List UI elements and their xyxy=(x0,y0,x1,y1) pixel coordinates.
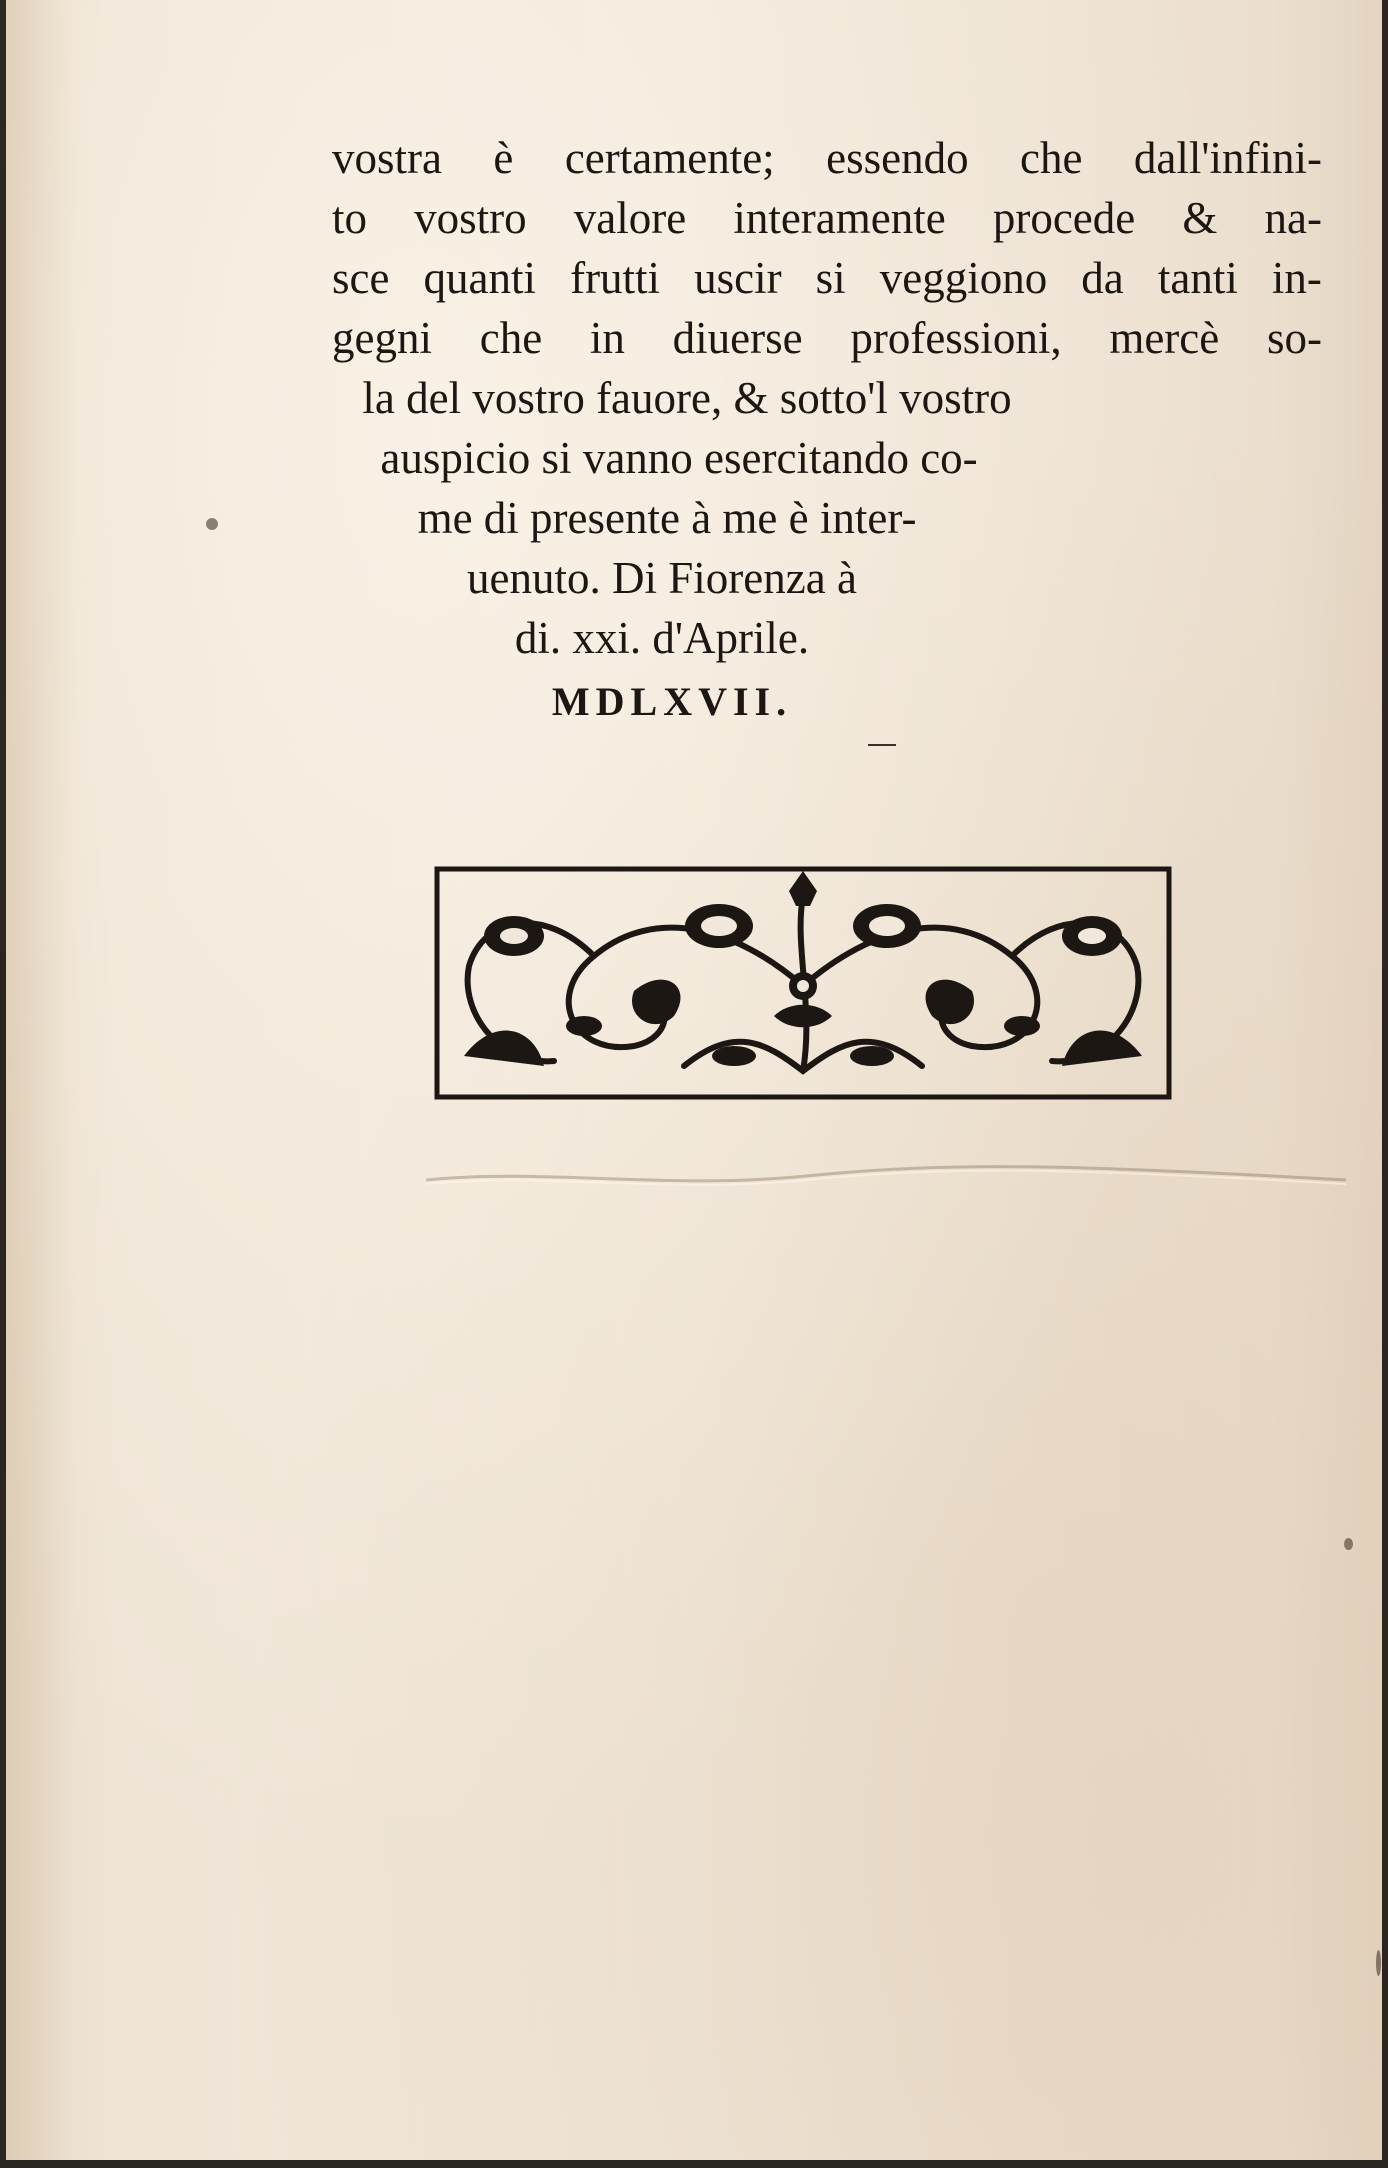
word: essendo xyxy=(826,133,969,183)
text-line-2 xyxy=(332,188,1322,248)
word: da xyxy=(1081,253,1124,303)
word: professioni, xyxy=(850,313,1062,363)
word: in xyxy=(589,313,625,363)
text-line-9: di. xxi. d'Aprile. xyxy=(514,613,810,663)
word: & xyxy=(1182,193,1218,243)
word: to xyxy=(332,193,368,243)
paper-crease xyxy=(426,1150,1346,1210)
word: tanti xyxy=(1157,253,1238,303)
text-line-1 xyxy=(332,128,1322,188)
word: veggiono xyxy=(879,253,1048,303)
word: uscir xyxy=(694,253,782,303)
date-mark: MDLXVII. xyxy=(551,679,793,724)
word: è xyxy=(493,133,514,183)
rule-mark xyxy=(868,744,896,746)
word: vostro xyxy=(414,193,527,243)
word: dall'infini- xyxy=(1133,133,1322,183)
word: diuerse xyxy=(672,313,803,363)
word: sce xyxy=(332,253,390,303)
text-line-7: me di presente à me è inter- xyxy=(417,493,917,543)
ornament-woodcut xyxy=(434,866,1172,1100)
word: che xyxy=(1020,133,1083,183)
word: certamente; xyxy=(564,133,775,183)
word: quanti xyxy=(423,253,537,303)
ink-spot xyxy=(1376,1950,1381,1976)
text-line-5: la del vostro fauore, & sotto'l vostro xyxy=(362,373,1012,423)
word: procede xyxy=(992,193,1136,243)
word: si xyxy=(815,253,846,303)
word: in- xyxy=(1271,253,1322,303)
text-line-8: uenuto. Di Fiorenza à xyxy=(467,553,857,603)
text-line-3 xyxy=(332,248,1322,308)
ink-spot xyxy=(1344,1538,1353,1550)
word: mercè xyxy=(1109,313,1220,363)
text-line-4 xyxy=(332,308,1322,368)
word: che xyxy=(479,313,543,363)
word: na- xyxy=(1264,193,1322,243)
document-page xyxy=(6,0,1382,2160)
word: frutti xyxy=(570,253,661,303)
text-line-6: auspicio si vanno esercitando co- xyxy=(380,433,978,483)
dedication-text xyxy=(6,128,1382,732)
word: vostra xyxy=(332,133,442,183)
word: so- xyxy=(1266,313,1322,363)
word: valore xyxy=(573,193,687,243)
word: interamente xyxy=(733,193,946,243)
word: gegni xyxy=(332,313,432,363)
